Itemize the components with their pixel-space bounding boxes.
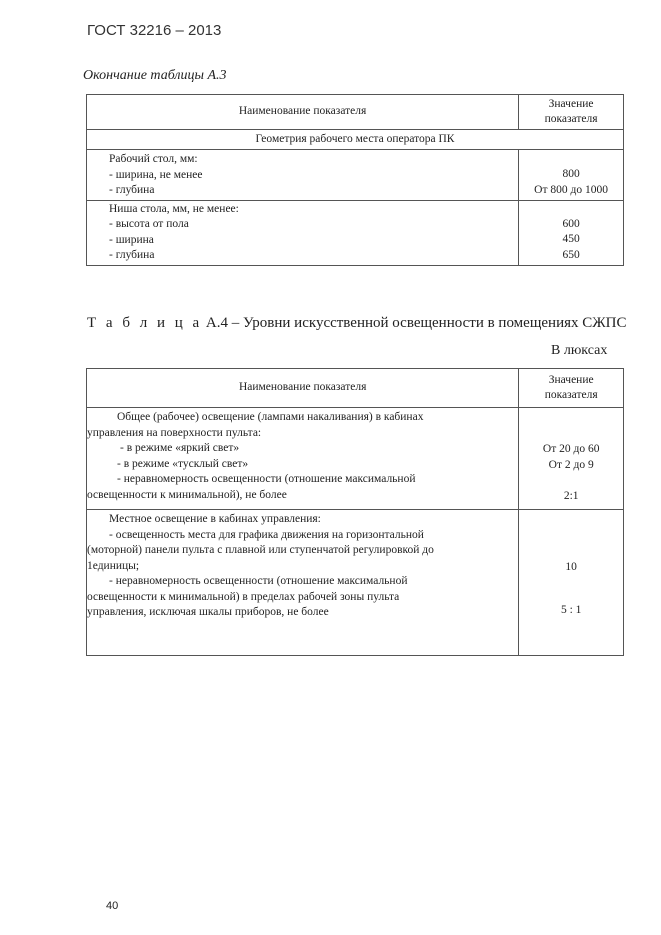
table-a3-desk-row (87, 150, 519, 201)
general-line: - в режиме «яркий свет» (120, 442, 240, 454)
table-a3-niche-row (87, 200, 519, 265)
local-line: освещенности к минимальной) в пределах рабочей зоны пульта (87, 590, 400, 603)
niche-line: - высота от пола (109, 218, 189, 230)
table-a4-title: Т а б л и ц а А.4 – Уровни искусственной освещенности в помещениях СЖПС (87, 315, 627, 331)
niche-line: - ширина (109, 233, 154, 246)
table-a4-general-values: От 20 до 60 От 2 до 9 2:1 (519, 408, 624, 510)
table-a4-local-row (87, 510, 519, 656)
general-line: - неравномерность освещенности (отношение максимальной (117, 473, 416, 485)
general-line: управления на поверхности пульта: (87, 426, 262, 439)
local-line: управления, исключая шкалы приборов, не более (87, 606, 329, 618)
table-a4-local-values: 10 5 : 1 (519, 510, 624, 656)
table-a4-col-value-header: Значение показателя (519, 369, 624, 408)
desk-line: - ширина, не менее (109, 168, 203, 181)
table-a3-col-name-header: Наименование показателя (87, 95, 519, 130)
local-line: (моторной) панели пульта с плавной или ступенчатой регулировкой до (87, 544, 434, 556)
local-line: Местное освещение в кабинах управления: (109, 513, 321, 525)
general-line: освещенности к минимальной), не более (87, 488, 287, 501)
general-line: - в режиме «тусклый свет» (117, 457, 249, 470)
desk-line: Рабочий стол, мм: (109, 153, 198, 165)
table-a4-col-name-header: Наименование показателя (87, 369, 519, 408)
table-a3-niche-values: 600 450 650 (519, 200, 624, 265)
page-number: 40 (106, 900, 119, 912)
document-header: ГОСТ 32216 – 2013 (87, 22, 222, 39)
table-a3-continuation-title: Окончание таблицы А.3 (83, 68, 227, 83)
local-line: 1единицы; (87, 559, 140, 572)
niche-line: Ниша стола, мм, не менее: (109, 202, 239, 215)
table-a3-col-value-header: Значение показателя (519, 95, 624, 130)
desk-line: - глубина (109, 184, 155, 196)
table-a3 (86, 94, 624, 266)
local-line: - освещенность места для графика движения на горизонтальной (109, 528, 424, 541)
table-a3-desk-values: 800 От 800 до 1000 (519, 150, 624, 201)
local-line: - неравномерность освещенности (отношение максимальной (109, 575, 408, 587)
general-line: Общее (рабочее) освещение (лампами накаливания) в кабинах (117, 411, 424, 423)
table-a3-section-row: Геометрия рабочего места оператора ПК (87, 130, 624, 150)
table-a4-unit: В люксах (551, 343, 608, 358)
table-a4-general-row (87, 408, 519, 510)
table-a4 (86, 368, 624, 656)
niche-line: - глубина (109, 249, 155, 261)
